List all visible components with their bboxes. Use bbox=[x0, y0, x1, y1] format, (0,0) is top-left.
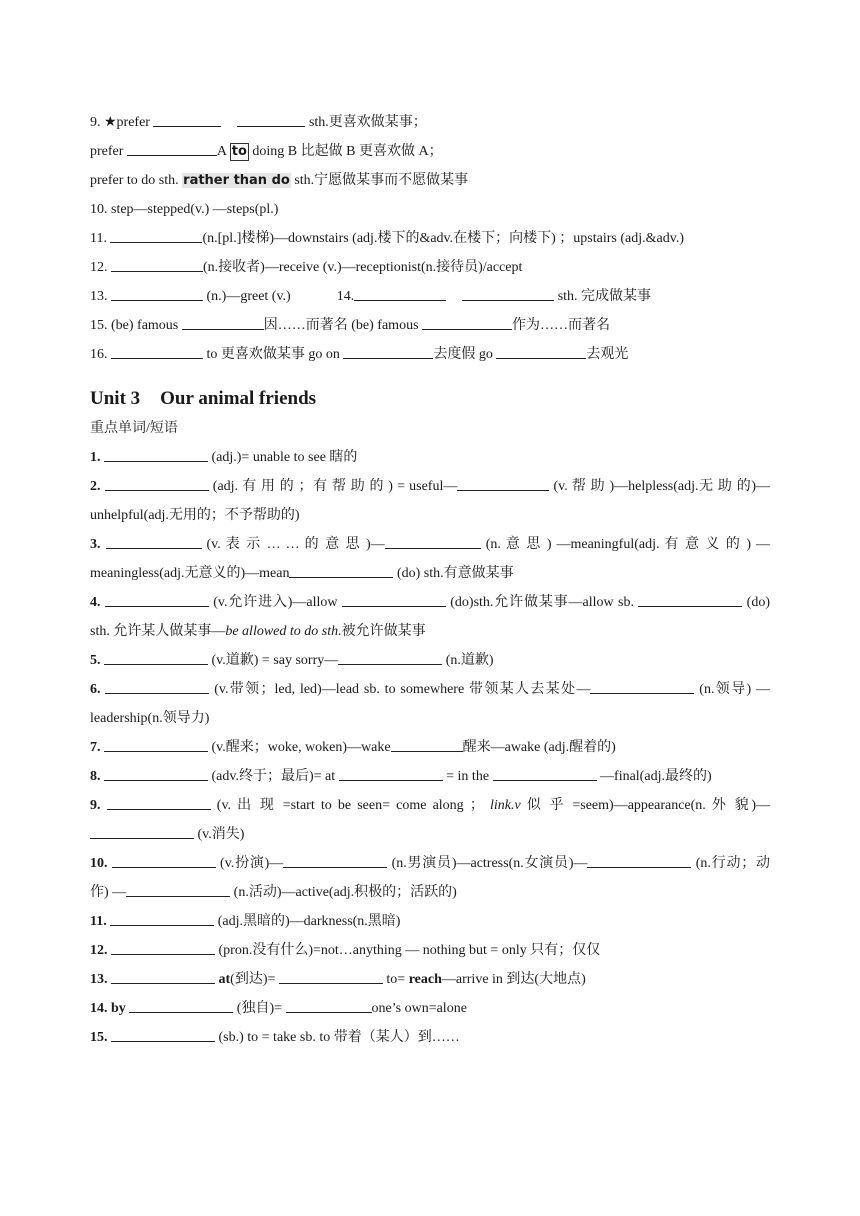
blank[interactable] bbox=[182, 316, 264, 330]
blank[interactable] bbox=[105, 477, 209, 491]
item-text: sth.宁愿做某事而不愿做某事 bbox=[290, 173, 469, 188]
item-text: 似 乎 =seem)—appearance(n. 外 貌)— bbox=[520, 798, 771, 813]
line-10: 10. step—stepped(v.) —steps(pl.) bbox=[90, 202, 279, 217]
blank[interactable] bbox=[110, 229, 202, 243]
item-text: 去观光 bbox=[586, 347, 629, 362]
item-text: 去度假 go bbox=[433, 347, 497, 362]
blank[interactable] bbox=[385, 535, 481, 549]
blank[interactable] bbox=[111, 970, 215, 984]
item-number: 12. bbox=[90, 260, 111, 275]
item-text: (n. 意 思 ) —meaningful(adj. 有 意 义 的 ) —meaningless(adj.无意义的)—mean bbox=[90, 537, 771, 581]
item-text: 9. ★prefer bbox=[90, 115, 150, 130]
item-text: (v. 帮 助 )—helpless(adj.无 助 的)—unhelpful(adj.无用的；不予帮助的) bbox=[90, 479, 770, 523]
line-9a bbox=[90, 108, 770, 137]
line-16 bbox=[90, 340, 770, 369]
blank[interactable] bbox=[237, 113, 305, 127]
blank[interactable] bbox=[129, 999, 233, 1013]
item-number: 4. bbox=[90, 595, 101, 610]
item-text: sth. 完成做某事 bbox=[554, 289, 652, 304]
item-text: one’s own=alone bbox=[371, 1001, 467, 1016]
item-number: 11. bbox=[90, 231, 111, 246]
item-text: 因……而著名 (be) famous bbox=[263, 318, 423, 333]
item-text: (独自)= bbox=[233, 1001, 286, 1016]
item-number: 13. bbox=[90, 972, 108, 987]
blank[interactable] bbox=[106, 535, 202, 549]
item-11 bbox=[90, 907, 770, 936]
item-number: 11. bbox=[90, 914, 107, 929]
blank[interactable] bbox=[587, 854, 691, 868]
item-text: doing B 比起做 B 更喜欢做 A； bbox=[248, 144, 443, 159]
item-2 bbox=[90, 472, 770, 530]
item-text: (v.消失) bbox=[194, 827, 245, 842]
item-13 bbox=[90, 965, 770, 994]
item-text: sth.更喜欢做某事； bbox=[305, 115, 427, 130]
italic-phrase: be allowed to do sth. bbox=[225, 624, 342, 639]
blank[interactable] bbox=[153, 113, 221, 127]
blank[interactable] bbox=[391, 738, 463, 752]
item-text: (v.醒来；woke, woken)—wake bbox=[208, 740, 391, 755]
item-number: 14. by bbox=[90, 1001, 126, 1016]
item-number: 13. bbox=[90, 289, 111, 304]
blank[interactable] bbox=[279, 970, 383, 984]
item-text: 作为……而著名 bbox=[512, 318, 611, 333]
blank[interactable] bbox=[338, 651, 442, 665]
blank[interactable] bbox=[590, 680, 694, 694]
item-text: (v.道歉) = say sorry— bbox=[208, 653, 339, 668]
blank[interactable] bbox=[104, 448, 208, 462]
item-text: (do) sth. 允许某人做某事— bbox=[90, 595, 771, 639]
item-12 bbox=[90, 936, 770, 965]
item-text: (n.领导) —leadership(n.领导力) bbox=[90, 682, 771, 726]
highlighted-phrase: rather than do bbox=[183, 173, 290, 188]
blank[interactable] bbox=[105, 593, 209, 607]
item-text: (v. 出 现 =start to be seen= come along ； bbox=[210, 798, 484, 813]
blank[interactable] bbox=[343, 345, 433, 359]
item-number: 2. bbox=[90, 479, 101, 494]
line-9c bbox=[90, 166, 770, 195]
item-14 bbox=[90, 994, 770, 1023]
item-text: (n.道歉) bbox=[442, 653, 494, 668]
item-text: (v.带领；led, led)—lead sb. to somewhere 带领某人去某处— bbox=[209, 682, 591, 697]
item-3 bbox=[90, 530, 770, 588]
item-number: 14. bbox=[336, 289, 355, 304]
boxed-word: to bbox=[231, 144, 247, 159]
blank[interactable] bbox=[111, 1028, 215, 1042]
item-text: (到达)= bbox=[230, 972, 279, 987]
italic-phrase: link.v bbox=[489, 798, 521, 813]
item-number: 3. bbox=[90, 537, 101, 552]
worksheet-page bbox=[90, 108, 770, 1052]
item-text: (adj.)= unable to see 瞎的 bbox=[208, 450, 358, 465]
blank[interactable] bbox=[111, 345, 203, 359]
item-4 bbox=[90, 588, 770, 646]
item-text: 15. (be) famous bbox=[90, 318, 182, 333]
item-text: (do)sth.允许做某事—allow sb. bbox=[445, 595, 639, 610]
item-number: 9. bbox=[90, 798, 101, 813]
blank[interactable] bbox=[104, 738, 208, 752]
blank[interactable] bbox=[104, 651, 208, 665]
blank[interactable] bbox=[90, 825, 194, 839]
blank[interactable] bbox=[127, 142, 217, 156]
section-subtitle: 重点单词/短语 bbox=[90, 421, 178, 436]
item-number: 1. bbox=[90, 450, 101, 465]
item-text: (n.接收者)—receive (v.)—receptionist(n.接待员)/accept bbox=[203, 260, 523, 275]
item-text: (n.[pl.]楼梯)—downstairs (adj.楼下的&adv.在楼下；向楼下) ；upstairs (adj.&adv.) bbox=[202, 231, 684, 246]
blank[interactable] bbox=[496, 345, 586, 359]
item-text: 被允许做某事 bbox=[341, 624, 426, 639]
item-text: (v.允许进入)—allow bbox=[208, 595, 342, 610]
blank[interactable] bbox=[462, 287, 554, 301]
item-1 bbox=[90, 443, 770, 472]
item-text: to= bbox=[382, 972, 409, 987]
blank[interactable] bbox=[105, 680, 209, 694]
blank[interactable] bbox=[126, 883, 230, 897]
item-text: (adj.黑暗的)—darkness(n.黑暗) bbox=[214, 914, 401, 929]
blank[interactable] bbox=[112, 854, 216, 868]
blank[interactable] bbox=[638, 593, 742, 607]
blank[interactable] bbox=[339, 767, 443, 781]
item-text: prefer to do sth. bbox=[90, 173, 183, 188]
blank[interactable] bbox=[111, 287, 203, 301]
blank[interactable] bbox=[457, 477, 549, 491]
item-text: 醒来—awake (adj.醒着的) bbox=[462, 740, 616, 755]
item-text: prefer bbox=[90, 144, 127, 159]
blank[interactable] bbox=[111, 941, 215, 955]
item-10 bbox=[90, 849, 770, 907]
item-6 bbox=[90, 675, 770, 733]
item-15 bbox=[90, 1023, 770, 1052]
item-7 bbox=[90, 733, 770, 762]
bold-word: reach bbox=[408, 972, 442, 987]
line-11 bbox=[90, 224, 770, 253]
blank[interactable] bbox=[110, 912, 214, 926]
line-15 bbox=[90, 311, 770, 340]
item-text: —final(adj.最终的) bbox=[596, 769, 712, 784]
item-text: (v. 表 示 … … 的 意 思 )— bbox=[201, 537, 385, 552]
blank[interactable] bbox=[289, 564, 393, 578]
item-text: to 更喜欢做某事 go on bbox=[203, 347, 344, 362]
item-number: 5. bbox=[90, 653, 101, 668]
item-text: (adv.终于；最后)= at bbox=[208, 769, 339, 784]
line-13-14 bbox=[90, 282, 770, 311]
item-9 bbox=[90, 791, 770, 849]
line-12 bbox=[90, 253, 770, 282]
blank[interactable] bbox=[283, 854, 387, 868]
item-text: (n.活动)—active(adj.积极的；活跃的) bbox=[230, 885, 457, 900]
item-number: 7. bbox=[90, 740, 101, 755]
item-text: (v.扮演)— bbox=[215, 856, 284, 871]
blank[interactable] bbox=[422, 316, 512, 330]
item-number: 12. bbox=[90, 943, 108, 958]
blank[interactable] bbox=[104, 767, 208, 781]
item-text: (n.行动；动作) — bbox=[90, 856, 771, 900]
item-text: (n.)—greet (v.) bbox=[203, 289, 291, 304]
item-8 bbox=[90, 762, 770, 791]
item-text: —arrive in 到达(大地点) bbox=[441, 972, 586, 987]
blank[interactable] bbox=[286, 999, 372, 1013]
blank[interactable] bbox=[354, 287, 446, 301]
item-number: 8. bbox=[90, 769, 101, 784]
unit-title: Our animal friends bbox=[160, 388, 317, 409]
item-text: = in the bbox=[442, 769, 493, 784]
item-text: A bbox=[216, 144, 230, 159]
blank[interactable] bbox=[342, 593, 446, 607]
item-text: (do) sth.有意做某事 bbox=[393, 566, 514, 581]
item-number: 16. bbox=[90, 347, 111, 362]
item-text: (sb.) to = take sb. to 带着（某人）到…… bbox=[215, 1030, 460, 1045]
item-5 bbox=[90, 646, 770, 675]
item-number: 6. bbox=[90, 682, 101, 697]
bold-word: at bbox=[218, 972, 231, 987]
blank[interactable] bbox=[493, 767, 597, 781]
item-text: (adj. 有 用 的 ；有 帮 助 的 ) = useful— bbox=[208, 479, 458, 494]
item-number: 15. bbox=[90, 1030, 108, 1045]
unit-label: Unit 3 bbox=[90, 388, 141, 409]
item-text: (n.男演员)—actress(n.女演员)— bbox=[387, 856, 588, 871]
item-number: 10. bbox=[90, 856, 108, 871]
line-9b bbox=[90, 137, 770, 166]
blank[interactable] bbox=[107, 796, 211, 810]
item-text: (pron.没有什么)=not…anything — nothing but = only 只有；仅仅 bbox=[215, 943, 601, 958]
blank[interactable] bbox=[111, 258, 203, 272]
unit-heading bbox=[90, 386, 770, 412]
